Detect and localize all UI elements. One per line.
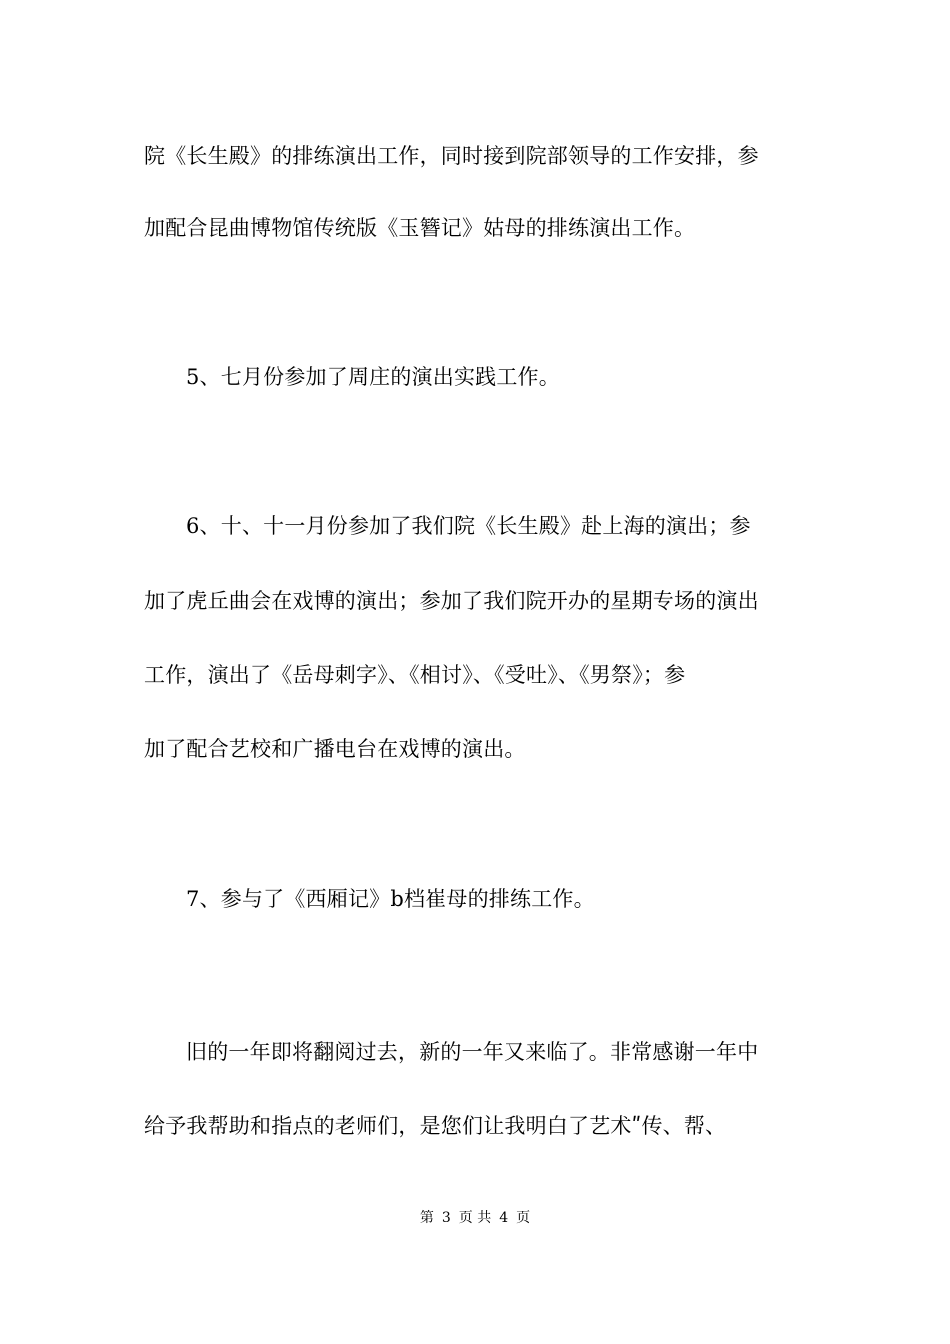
text-line: 加了配合艺校和广播电台在戏博的演出。 <box>144 737 526 761</box>
paragraph-closing: 旧的一年即将翻阅过去，新的一年又来临了。非常感谢一年中 <box>186 1040 759 1064</box>
footer-prefix: 第 <box>419 1210 434 1226</box>
text-line: 给予我帮助和指点的老师们，是您们让我明白了艺术ʺ传、帮、 <box>144 1114 727 1138</box>
text-line: 加配合昆曲博物馆传统版《玉簪记》姑母的排练演出工作。 <box>144 216 696 240</box>
page-footer <box>0 1208 950 1228</box>
list-item-7: 7、参与了《西厢记》b档崔母的排练工作。 <box>186 887 595 911</box>
list-item-6: 6、十、十一月份参加了我们院《长生殿》赴上海的演出；参 <box>186 514 751 538</box>
text-line: 加了虎丘曲会在戏博的演出；参加了我们院开办的星期专场的演出 <box>144 589 759 613</box>
footer-suffix: 页 <box>516 1210 531 1226</box>
text-line: 院《长生殿》的排练演出工作，同时接到院部领导的工作安排，参 <box>144 144 759 168</box>
footer-mid: 页 共 <box>458 1210 492 1226</box>
text-line: 工作，演出了《岳母刺字》、《相讨》、《受吐》、《男祭》；参 <box>144 663 686 687</box>
footer-total-pages: 4 <box>499 1210 509 1226</box>
footer-current-page: 3 <box>441 1210 451 1226</box>
list-item-5: 5、七月份参加了周庄的演出实践工作。 <box>186 365 560 389</box>
